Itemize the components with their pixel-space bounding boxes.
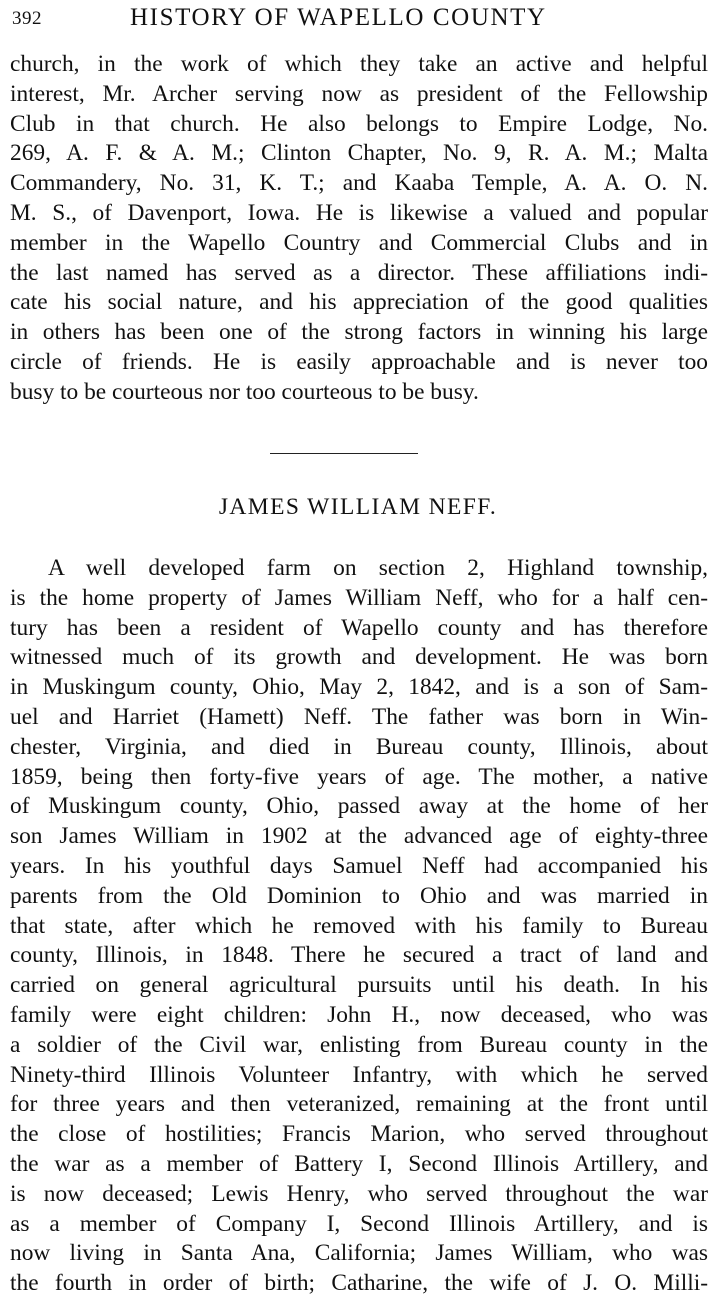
text-line: a soldier of the Civil war, enlisting from Bureau county in the (10, 1031, 708, 1058)
text-line: 1859, being then forty-five years of age. The mother, a native (10, 763, 708, 790)
text-line: that state, after which he removed with his family to Bureau (10, 912, 708, 939)
text-line: the fourth in order of birth; Catharine, the wife of J. O. Milli- (10, 1270, 708, 1297)
text-line: Ninety-third Illinois Volunteer Infantry, with which he served (10, 1061, 708, 1088)
text-line: son James William in 1902 at the advanced age of eighty-three (10, 823, 708, 850)
text-line: cate his social nature, and his appreciation of the good qualities (10, 289, 708, 316)
text-line: years. In his youthful days Samuel Neff had accompanied his (10, 852, 708, 879)
text-line: county, Illinois, in 1848. There he secured a tract of land and (10, 942, 708, 969)
text-line: carried on general agricultural pursuits until his death. In his (10, 972, 708, 999)
text-line: 269, A. F. & A. M.; Clinton Chapter, No. 9, R. A. M.; Malta (10, 140, 708, 167)
text-line: is now deceased; Lewis Henry, who served throughout the war (10, 1180, 708, 1207)
text-line: member in the Wapello Country and Commercial Clubs and in (10, 229, 708, 256)
section-divider-rule (270, 453, 418, 454)
text-line: M. S., of Davenport, Iowa. He is likewise a valued and popular (10, 199, 708, 226)
text-line: busy to be courteous nor too courteous to be busy. (10, 378, 479, 405)
text-line: interest, Mr. Archer serving now as president of the Fellowship (10, 80, 708, 107)
text-line: Commandery, No. 31, K. T.; and Kaaba Temple, A. A. O. N. (10, 170, 708, 197)
text-line: family were eight children: John H., now deceased, who was (10, 1001, 708, 1028)
section-heading: JAMES WILLIAM NEFF. (218, 494, 498, 520)
text-line: is the home property of James William Neff, who for a half cen- (10, 584, 708, 611)
page-number: 392 (12, 8, 42, 29)
text-line: in Muskingum county, Ohio, May 2, 1842, and is a son of Sam- (10, 674, 708, 701)
running-head (12, 2, 612, 36)
running-title: HISTORY OF WAPELLO COUNTY (130, 4, 547, 31)
text-line: chester, Virginia, and died in Bureau county, Illinois, about (10, 733, 708, 760)
text-line: Club in that church. He also belongs to Empire Lodge, No. (10, 110, 708, 137)
text-line: now living in Santa Ana, California; James William, who was (10, 1240, 708, 1267)
text-line: the war as a member of Battery I, Second Illinois Artillery, and (10, 1150, 708, 1177)
text-line: for three years and then veteranized, remaining at the front until (10, 1091, 708, 1118)
text-line: tury has been a resident of Wapello county and has therefore (10, 614, 708, 641)
text-line: in others has been one of the strong factors in winning his large (10, 319, 708, 346)
text-line: church, in the work of which they take an active and helpful (10, 51, 708, 77)
text-line: A well developed farm on section 2, Highland township, (48, 555, 708, 581)
text-line: witnessed much of its growth and development. He was born (10, 644, 708, 671)
paragraph-neff-biography (10, 554, 708, 1299)
text-line: the last named has served as a director. These affiliations indi- (10, 259, 708, 286)
text-line: as a member of Company I, Second Illinois Artillery, and is (10, 1210, 708, 1237)
text-line: of Muskingum county, Ohio, passed away at the home of her (10, 793, 708, 820)
text-line: the close of hostilities; Francis Marion, who served throughout (10, 1121, 708, 1148)
paragraph-archer-continued (10, 50, 708, 408)
text-line: parents from the Old Dominion to Ohio and was married in (10, 882, 708, 909)
text-line: circle of friends. He is easily approachable and is never too (10, 348, 708, 375)
text-line: uel and Harriet (Hamett) Neff. The father was born in Win- (10, 703, 708, 730)
